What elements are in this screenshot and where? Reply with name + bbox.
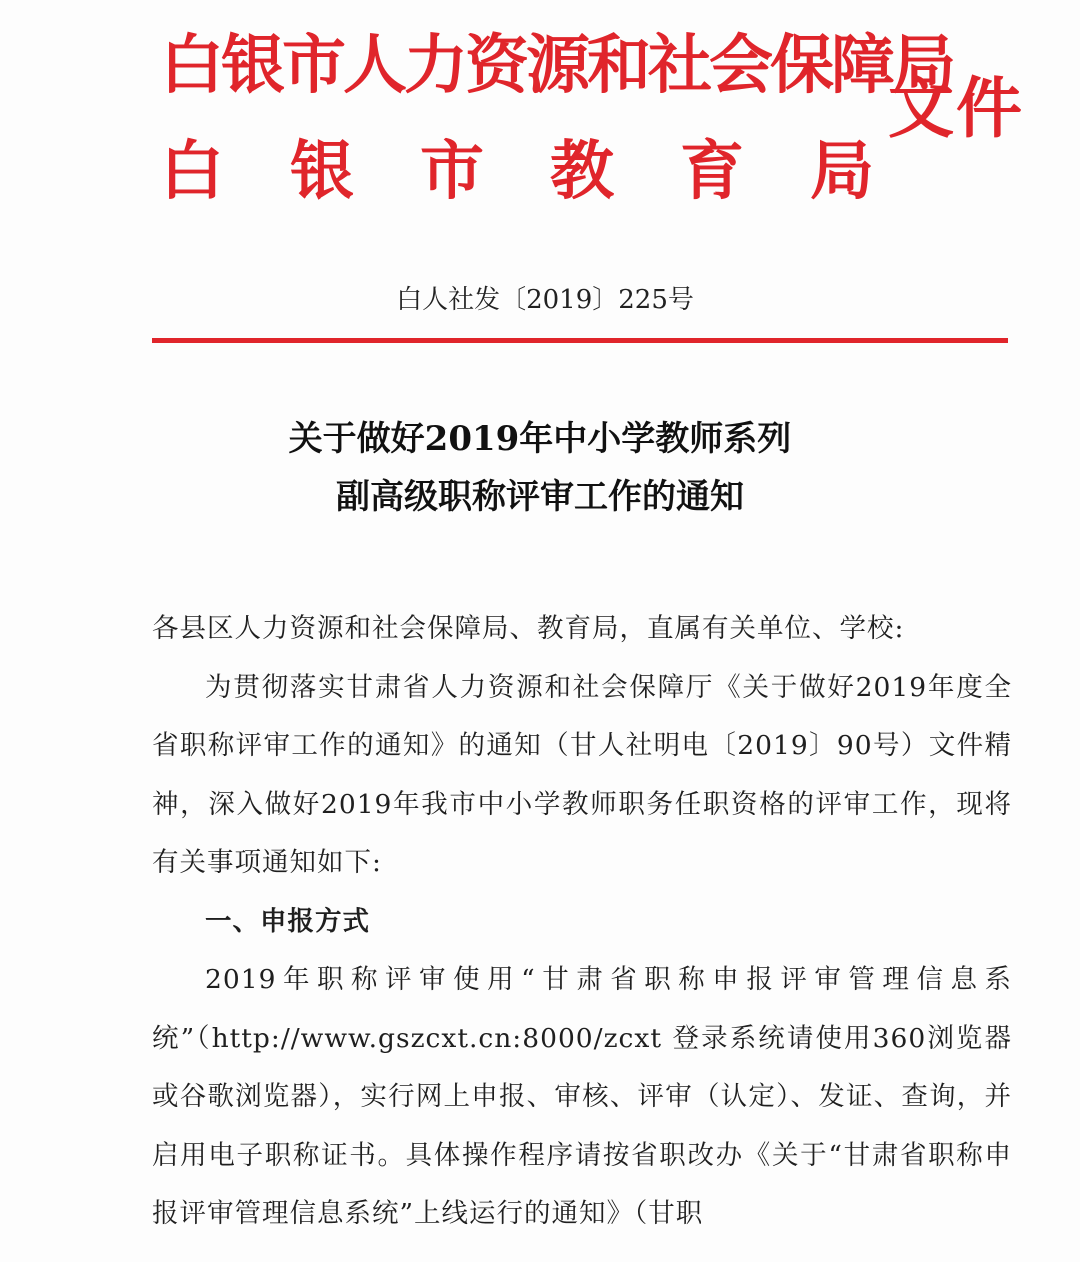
body-paragraph: 为贯彻落实甘肃省人力资源和社会保障厅《关于做好2019年度全省职称评审工作的通知》的通知（甘人社明电〔2019〕90号）文件精神，深入做好2019年我市中小学教师职务任职资格的评审工作，现将有关事项通知如下: (152, 671, 1012, 878)
document-type-label: 文件 (888, 70, 1024, 147)
document-number: 白人社发〔2019〕225号 (396, 285, 694, 315)
title-line-2: 副高级职称评审工作的通知 (336, 477, 744, 517)
salutation: 各县区人力资源和社会保障局、教育局，直属有关单位、学校: (152, 613, 905, 644)
body-paragraph: 2019年职称评审使用“甘肃省职称申报评审管理信息系统”（http://www.gszcxt.cn:8000/zcxt 登录系统请使用360浏览器或谷歌浏览器），实行网上申报、审核、评审（认定）、发证、查询，并启用电子职称证书。具体操作程序请按省职改办《关于“甘肃省职称申报评审管理信息系统”上线运行的通知》（甘职 (152, 964, 1012, 1229)
section-heading: 一、申报方式 (205, 905, 370, 937)
issuing-agency-education: 白银市教育局 (160, 135, 940, 209)
title-line-1: 关于做好2019年中小学教师系列 (288, 419, 792, 459)
document-title (0, 410, 1080, 526)
issuing-agency-hrss: 白银市人力资源和社会保障局 (160, 29, 953, 103)
red-divider-line (152, 338, 1008, 343)
document-body (152, 600, 1012, 1244)
document-header (160, 20, 1050, 220)
